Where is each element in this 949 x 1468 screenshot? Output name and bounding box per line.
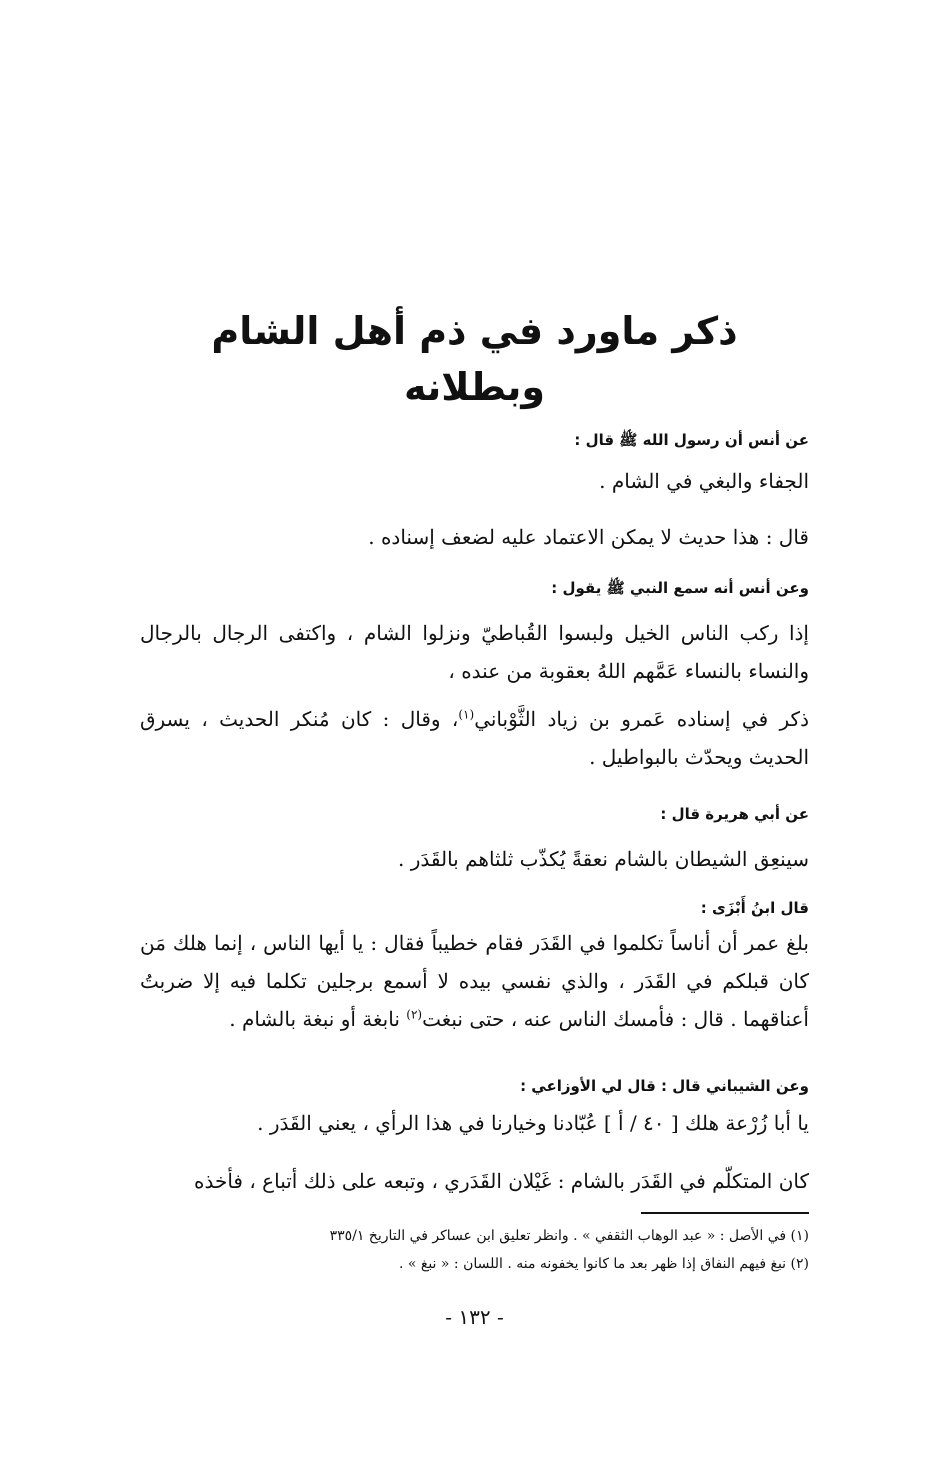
hadith-block (140, 1074, 809, 1142)
narration-intro: عن أنس أن رسول الله ﷺ قال : (574, 431, 809, 449)
hadith-block (140, 428, 809, 500)
hadith-text: إذا ركب الناس الخيل ولبسوا القُباطيّ ونزلوا الشام ، واكتفى الرجال بالرجال والنساء بالنساء عَمَّهم اللهُ بعقوبة من عنده ، (140, 621, 809, 683)
hadith-text: الجفاء والبغي في الشام . (599, 469, 809, 493)
page-number: - ١٣٢ - (445, 1305, 504, 1329)
hadith-block (140, 802, 809, 878)
hadith-text (140, 924, 809, 1038)
narration-intro: وعن الشيباني قال : قال لي الأوزاعي : (520, 1077, 809, 1095)
footnote-reference: (٢) (406, 1007, 423, 1022)
narration-intro: قال ابنُ أَبْزَى : (700, 899, 809, 917)
commentary-text (140, 700, 809, 776)
narration-intro: عن أبي هريرة قال : (660, 805, 809, 823)
commentary-text-part: ذكر في إسناده عَمرو بن زياد الثَّوْباني (474, 707, 809, 731)
hadith-text-part: نابغة أو نبغة بالشام . (229, 1007, 407, 1031)
footnotes (140, 1224, 809, 1276)
chapter-title: ذكر ماورد في ذم أهل الشام وبطلانه (211, 309, 738, 409)
hadith-block (140, 896, 809, 1038)
hadith-text-part: بلغ عمر أن أناساً تكلموا في القَدَر فقام خطيباً فقال : يا أيها الناس ، إنما هلك مَن كان قبلكم في القَدَر ، والذي نفسي بيده لا أسمع برجلين تكلما فيه إلا ضربتُ أعناقهما . قال : فأمسك الناس عنه ، حتى نبغت (140, 931, 810, 1031)
hadith-block (140, 576, 809, 690)
footnote-reference: (١) (458, 707, 475, 722)
footnote: (٢) نبغ فيهم النفاق إذا ظهر بعد ما كانوا يخفونه منه . اللسان : « نبغ » . (398, 1256, 809, 1272)
commentary-text-part: ، وقال : كان مُنكر الحديث ، يسرق الحديث ويحدّث بالبواطيل . (140, 707, 809, 769)
footnote-divider (641, 1212, 809, 1214)
commentary-block (140, 700, 809, 776)
hadith-text: يا أبا زُرْعة هلك [ ٤٠ / أ ] عُبّادنا وخيارنا في هذا الرأي ، يعني القَدَر . (257, 1111, 809, 1135)
commentary-text: كان المتكلّم في القَدَر بالشام : غَيْلان القَدَري ، وتبعه على ذلك أتباع ، فأخذه (194, 1169, 809, 1193)
footnote: (١) في الأصل : « عبد الوهاب الثقفي » . وانظر تعليق ابن عساكر في التاريخ ٣٣٥/١ (329, 1228, 809, 1244)
commentary-block (140, 518, 809, 556)
commentary-block (140, 1162, 809, 1200)
hadith-text: سينعِق الشيطان بالشام نعقةً يُكذّب ثلثاهم بالقَدَر . (398, 847, 809, 871)
commentary-text: قال : هذا حديث لا يمكن الاعتماد عليه لضعف إسناده . (368, 525, 809, 549)
narration-intro: وعن أنس أنه سمع النبي ﷺ يقول : (551, 579, 809, 597)
